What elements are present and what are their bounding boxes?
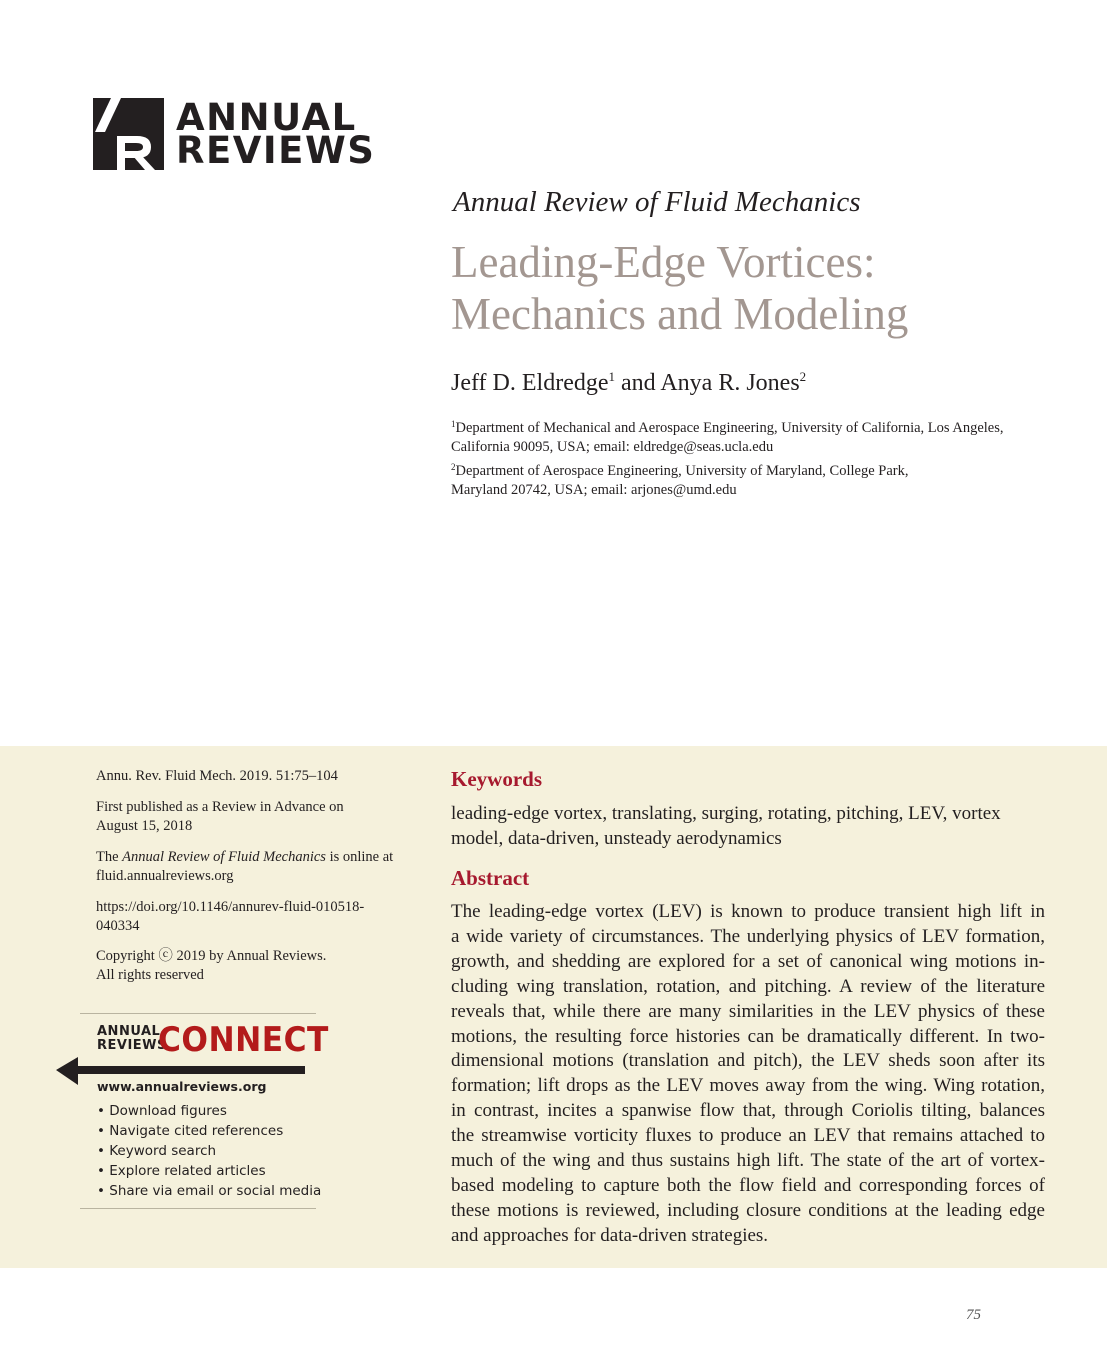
- publication-date-line-2: August 15, 2018: [96, 818, 193, 834]
- abstract-line: and approaches for data-driven strategies.: [451, 1224, 769, 1246]
- ar-logo-icon: [93, 98, 164, 170]
- connect-feature-item: • Explore related articles: [97, 1163, 266, 1179]
- abstract-heading: Abstract: [451, 866, 530, 890]
- abstract-line: formation; lift drops as the LEV moves away from the wing. Wing rotation,: [451, 1075, 1045, 1097]
- doi[interactable]: [96, 898, 406, 936]
- publication-date-line-1: First published as a Review in Advance on: [96, 799, 344, 815]
- connect-bottom-rule: [80, 1208, 316, 1209]
- connect-feature-item: • Navigate cited references: [97, 1123, 284, 1139]
- abstract-line: these motions is reviewed, including closure conditions at the leading edge: [451, 1199, 1045, 1221]
- title-line-1: Leading-Edge Vortices:: [451, 237, 876, 287]
- keywords-heading: Keywords: [451, 767, 542, 791]
- abstract-line: reveals that, while there are many similarities in the LEV physics of these: [451, 1000, 1045, 1022]
- online-url-link[interactable]: fluid.annualreviews.org: [96, 868, 234, 884]
- online-post: is online at: [325, 849, 394, 865]
- online-pre: The: [96, 849, 123, 865]
- article-title: [451, 236, 908, 340]
- author-2-sup: 2: [799, 369, 807, 384]
- abstract-line: based modeling to capture both the flow field and corresponding forces of: [451, 1174, 1045, 1196]
- connect-small-line-2: REVIEWS: [97, 1038, 167, 1053]
- doi-line-1[interactable]: https://doi.org/10.1146/annurev-fluid-010518-: [96, 899, 365, 915]
- connect-feature-list: [97, 1101, 321, 1201]
- abstract-line: motions, the resulting force histories can be dramatically different. In two-: [451, 1025, 1045, 1047]
- connect-small-label: [97, 1025, 167, 1053]
- connect-feature-item: • Download figures: [97, 1103, 227, 1119]
- abstract-line: in contrast, incites a spanwise flow that, through Coriolis tilting, balances: [451, 1100, 1045, 1122]
- citation: Annu. Rev. Fluid Mech. 2019. 51:75–104: [96, 768, 338, 784]
- affiliation-2-line-1: Department of Aerospace Engineering, University of Maryland, College Park,: [455, 463, 909, 479]
- abstract-line: cluding wing translation, rotation, and pitching. A review of the literature: [451, 975, 1045, 997]
- copyright: [96, 947, 406, 985]
- journal-name: Annual Review of Fluid Mechanics: [453, 186, 861, 218]
- connect-title: CONNECT: [158, 1020, 329, 1060]
- publication-date: [96, 798, 406, 836]
- connect-feature-item: • Keyword search: [97, 1143, 217, 1159]
- abstract-line: the streamwise vorticity fluxes to produce an LEV that remains attached to: [451, 1125, 1045, 1147]
- annual-reviews-logo: [93, 98, 375, 170]
- affiliation-2-sup: 2: [451, 462, 456, 472]
- page-number: 75: [966, 1307, 981, 1323]
- copyright-line-1: Copyright ⓒ 2019 by Annual Reviews.: [96, 948, 327, 964]
- connect-url-link[interactable]: www.annualreviews.org: [97, 1079, 267, 1094]
- online-journal: Annual Review of Fluid Mechanics: [122, 849, 326, 865]
- abstract-line: growth, and shedding are explored for a set of canonical wing motions in-: [451, 950, 1045, 972]
- author-1-sup: 1: [608, 369, 615, 384]
- affiliation-1-sup: 1: [451, 419, 456, 429]
- logo-line-1: ANNUAL: [176, 96, 357, 139]
- abstract-line: The leading-edge vortex (LEV) is known to produce transient high lift in: [451, 901, 1045, 922]
- author-1-name: Jeff D. Eldredge: [451, 370, 609, 396]
- abstract-line: dimensional motions (translation and pitch), the LEV sheds soon after its: [451, 1050, 1045, 1072]
- affiliation-2: [451, 458, 1051, 500]
- abstract-line: much of the wing and thus sustains high lift. The state of the art of vortex-: [451, 1150, 1045, 1172]
- title-line-2: Mechanics and Modeling: [451, 289, 909, 339]
- connect-feature-item: • Share via email or social media: [97, 1183, 322, 1199]
- keywords-line-1: leading-edge vortex, translating, surging, rotating, pitching, LEV, vortex: [451, 803, 1001, 824]
- affiliation-2-line-2: Maryland 20742, USA; email: arjones@umd.edu: [451, 482, 737, 498]
- connect-top-rule: [80, 1013, 316, 1014]
- abstract-line: a wide variety of circumstances. The underlying physics of LEV formation,: [451, 925, 1045, 947]
- connect-small-line-1: ANNUAL: [97, 1024, 161, 1039]
- logo-wordmark: [176, 96, 376, 172]
- doi-line-2[interactable]: 040334: [96, 918, 140, 934]
- abstract-text: [451, 900, 1045, 1249]
- author-2-name: Anya R. Jones: [660, 370, 800, 396]
- author-separator: and: [615, 370, 661, 396]
- author-list: [451, 369, 806, 397]
- keywords-line-2: model, data-driven, unsteady aerodynamics: [451, 828, 782, 849]
- affiliation-1: [451, 415, 1051, 457]
- affiliation-1-line-2: California 90095, USA; email: eldredge@seas.ucla.edu: [451, 439, 774, 455]
- copyright-line-2: All rights reserved: [96, 967, 204, 983]
- online-info: [96, 848, 406, 886]
- logo-line-2: REVIEWS: [176, 129, 376, 172]
- keywords-text: [451, 801, 1051, 851]
- annual-reviews-connect: [56, 1013, 329, 1209]
- affiliation-1-line-1: Department of Mechanical and Aerospace Engineering, University of California, Los Angeles,: [455, 420, 1004, 436]
